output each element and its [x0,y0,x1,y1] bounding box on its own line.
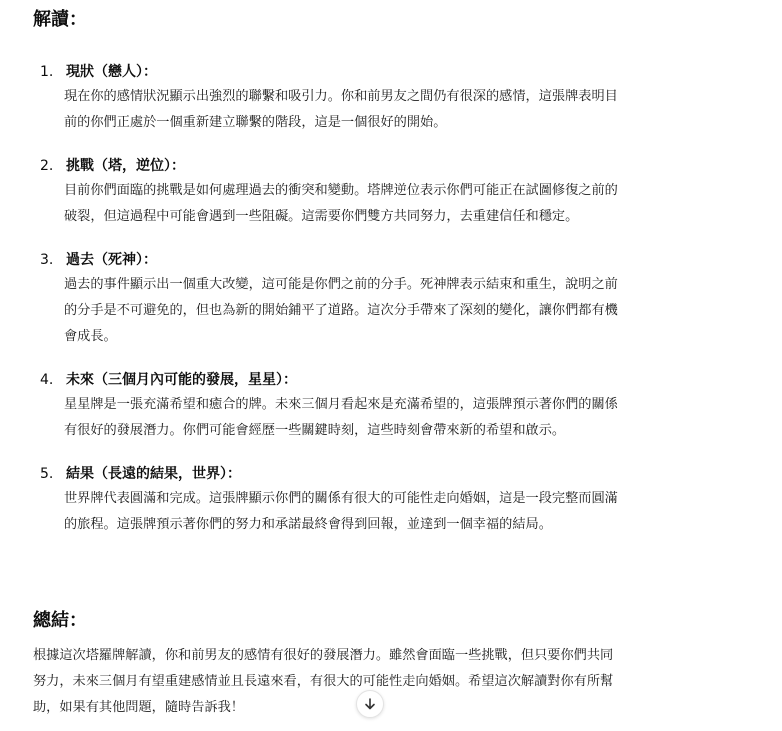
body-line: 過去的事件顯示出一個重大改變，這可能是你們之前的分手。死神牌表示結束和重生，說明之前 [64,277,618,292]
summary-heading: 總結： [33,610,87,631]
body-line: 會成長。 [64,329,117,344]
summary-line: 根據這次塔羅牌解讀，你和前男友的感情有很好的發展潛力。雖然會面臨一些挑戰，但只要你們共同 [33,648,614,663]
body-line: 世界牌代表圓滿和完成。這張牌顯示你們的關係有很大的可能性走向婚姻，這是一段完整而圓滿 [64,491,618,506]
item-body [64,392,746,444]
list-item [40,154,746,230]
body-line: 星星牌是一張充滿希望和癒合的牌。未來三個月看起來是充滿希望的，這張牌預示著你們的關係 [64,397,618,412]
list-item [40,60,746,136]
arrow-down-icon [363,697,377,711]
item-number: 2. [40,158,54,174]
item-body [64,178,746,230]
body-line: 有很好的發展潛力。你們可能會經歷一些關鍵時刻，這些時刻會帶來新的希望和啟示。 [64,423,566,438]
item-number: 5. [40,466,54,482]
item-title: 挑戰（塔，逆位）： [66,158,185,174]
body-line: 的分手是不可避免的，但也為新的開始鋪平了道路。這次分手帶來了深刻的變化，讓你們都有機 [64,303,618,318]
item-body [64,486,746,538]
summary-line: 助，如果有其他問題，隨時告訴我！ [33,700,244,715]
body-line: 破裂，但這過程中可能會遇到一些阻礙。這需要你們雙方共同努力，去重建信任和穩定。 [64,209,579,224]
body-line: 的旅程。這張牌預示著你們的努力和承諾最終會得到回報，並達到一個幸福的結局。 [64,517,552,532]
list-item [40,248,746,350]
item-title: 結果（長遠的結果，世界）： [66,466,241,482]
item-body [64,272,746,350]
item-number: 3. [40,252,54,268]
body-line: 目前你們面臨的挑戰是如何處理過去的衝突和變動。塔牌逆位表示你們可能正在試圖修復之前的 [64,183,618,198]
item-title: 未來（三個月內可能的發展，星星）： [66,372,297,388]
summary-paragraph [33,643,745,721]
item-number: 4. [40,372,54,388]
list-item [40,462,746,538]
body-line: 現在你的感情狀況顯示出強烈的聯繫和吸引力。你和前男友之間仍有很深的感情，這張牌表明目 [64,89,618,104]
item-title: 現狀（戀人）： [66,64,157,80]
item-body [64,84,746,136]
reading-list [40,60,746,556]
interpretation-heading: 解讀： [33,9,87,30]
item-number: 1. [40,64,54,80]
item-title: 過去（死神）： [66,252,157,268]
list-item [40,368,746,444]
body-line: 前的你們正處於一個重新建立聯繫的階段，這是一個很好的開始。 [64,115,447,130]
summary-line: 努力，未來三個月有望重建感情並且長遠來看，有很大的可能性走向婚姻。希望這次解讀對你有所幫 [33,674,614,689]
scroll-to-bottom-button[interactable] [356,690,384,718]
